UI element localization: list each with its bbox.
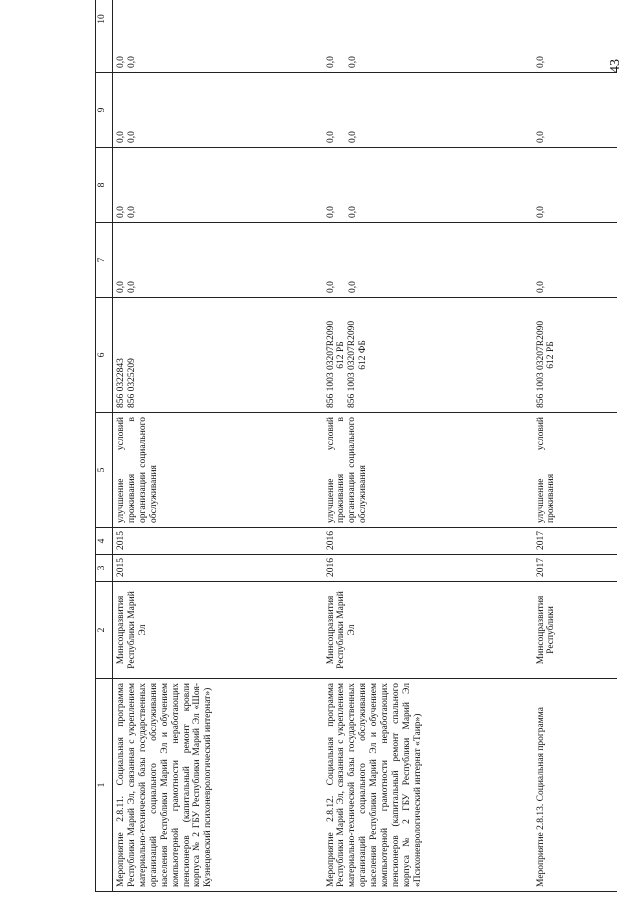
- value-col-8: 0,0: [533, 148, 618, 223]
- value-cell: 0,0: [126, 281, 137, 293]
- value-cell: 0,0: [325, 131, 336, 143]
- start-year: 2015: [113, 555, 323, 582]
- value-col-10: [113, 0, 323, 73]
- value-cell: 0,0: [116, 206, 126, 218]
- table-row: [323, 0, 533, 892]
- end-year: 2016: [323, 528, 533, 555]
- value-cell: 0,0: [116, 56, 126, 68]
- value-cell: 0,0: [325, 281, 336, 293]
- table-row: [113, 0, 323, 892]
- col-header-8: 8: [96, 148, 113, 223]
- page-number: 43: [608, 59, 623, 73]
- activity-title: Мероприятие 2.8.13. Социальная программа: [533, 679, 618, 892]
- rotated-table-block: [95, 16, 617, 892]
- budget-codes: [113, 298, 323, 413]
- value-cell: 0,0: [126, 206, 137, 218]
- value-col-8: [323, 148, 533, 223]
- value-cell: 0,0: [325, 206, 336, 218]
- value-cell: 0,0: [348, 281, 359, 293]
- value-cell: 0,0: [348, 56, 359, 68]
- end-year: 2015: [113, 528, 323, 555]
- start-year: 2016: [323, 555, 533, 582]
- value-cell: 0,0: [126, 56, 137, 68]
- col-header-9: 9: [96, 73, 113, 148]
- table-row: [533, 0, 618, 892]
- program-table: [95, 0, 617, 892]
- value-col-9: 0,0: [533, 73, 618, 148]
- executor: Минсоцразвития Республики Марий Эл: [323, 582, 533, 679]
- budget-codes: [323, 298, 533, 413]
- col-header-10: 10: [96, 0, 113, 73]
- value-cell: 0,0: [116, 281, 126, 293]
- budget-code-suffix: 612 РБ: [546, 341, 557, 369]
- value-col-10: [323, 0, 533, 73]
- value-col-8: [113, 148, 323, 223]
- budget-codes: [533, 298, 618, 413]
- col-header-3: 3: [96, 555, 113, 582]
- budget-code: 856 0322843: [116, 358, 126, 408]
- start-year: 2017: [533, 555, 618, 582]
- value-cell: 0,0: [348, 206, 359, 218]
- activity-title: Мероприятие 2.8.12. Социальная программа Республики Марий Эл, связанная с укреплением материально-технической базы государственных организаций социального обслуживания населения Республики Марий Эл и обучением компьютерной грамотности неработающих пенсионеров (капитальный ремонт спального корпуса № 2 ГБУ Республики Марий Эл «Психоневрологический интернат «Таир»): [323, 679, 533, 892]
- col-header-6: 6: [96, 298, 113, 413]
- end-year: 2017: [533, 528, 618, 555]
- col-header-1: 1: [96, 679, 113, 892]
- value-cell: 0,0: [116, 131, 126, 143]
- budget-code: 856 0325209: [126, 358, 137, 408]
- expected-result: улучшение условий проживания в организации социального обслуживания: [113, 413, 323, 528]
- budget-code: 856 1003 03207R2090: [535, 320, 546, 408]
- value-col-7: 0,0: [533, 223, 618, 298]
- expected-result: улучшение условий проживания: [533, 413, 618, 528]
- column-number-row: [96, 0, 113, 892]
- budget-code-suffix: 612 ФБ: [358, 340, 369, 370]
- col-header-2: 2: [96, 582, 113, 679]
- budget-code: 856 1003 03207R2090: [347, 320, 358, 408]
- value-cell: 0,0: [348, 131, 359, 143]
- expected-result: улучшение условий проживания в организации социального обслуживания: [323, 413, 533, 528]
- value-col-9: [323, 73, 533, 148]
- value-col-7: [323, 223, 533, 298]
- col-header-4: 4: [96, 528, 113, 555]
- col-header-7: 7: [96, 223, 113, 298]
- value-cell: 0,0: [325, 56, 336, 68]
- budget-code-suffix: 612 РБ: [336, 341, 347, 369]
- col-header-5: 5: [96, 413, 113, 528]
- value-col-7: [113, 223, 323, 298]
- value-col-9: [113, 73, 323, 148]
- activity-title: Мероприятие 2.8.11. Социальная программа Республики Марий Эл, связанная с укреплением материально-технической базы государственных организаций социального обслуживания населения Республики Марий Эл и обучением компьютерной грамотности неработающих пенсионеров (капитальный ремонт кровли корпуса № 2 ГБУ Республики Марий Эл «Шоя-Кузнецовский психоневрологический интернат»): [113, 679, 323, 892]
- executor: Минсоцразвития Республики Марий Эл: [113, 582, 323, 679]
- budget-code: 856 1003 03207R2090: [325, 320, 336, 408]
- executor: Минсоцразвития Республики: [533, 582, 618, 679]
- value-cell: 0,0: [126, 131, 137, 143]
- value-col-10: 0,0: [533, 0, 618, 73]
